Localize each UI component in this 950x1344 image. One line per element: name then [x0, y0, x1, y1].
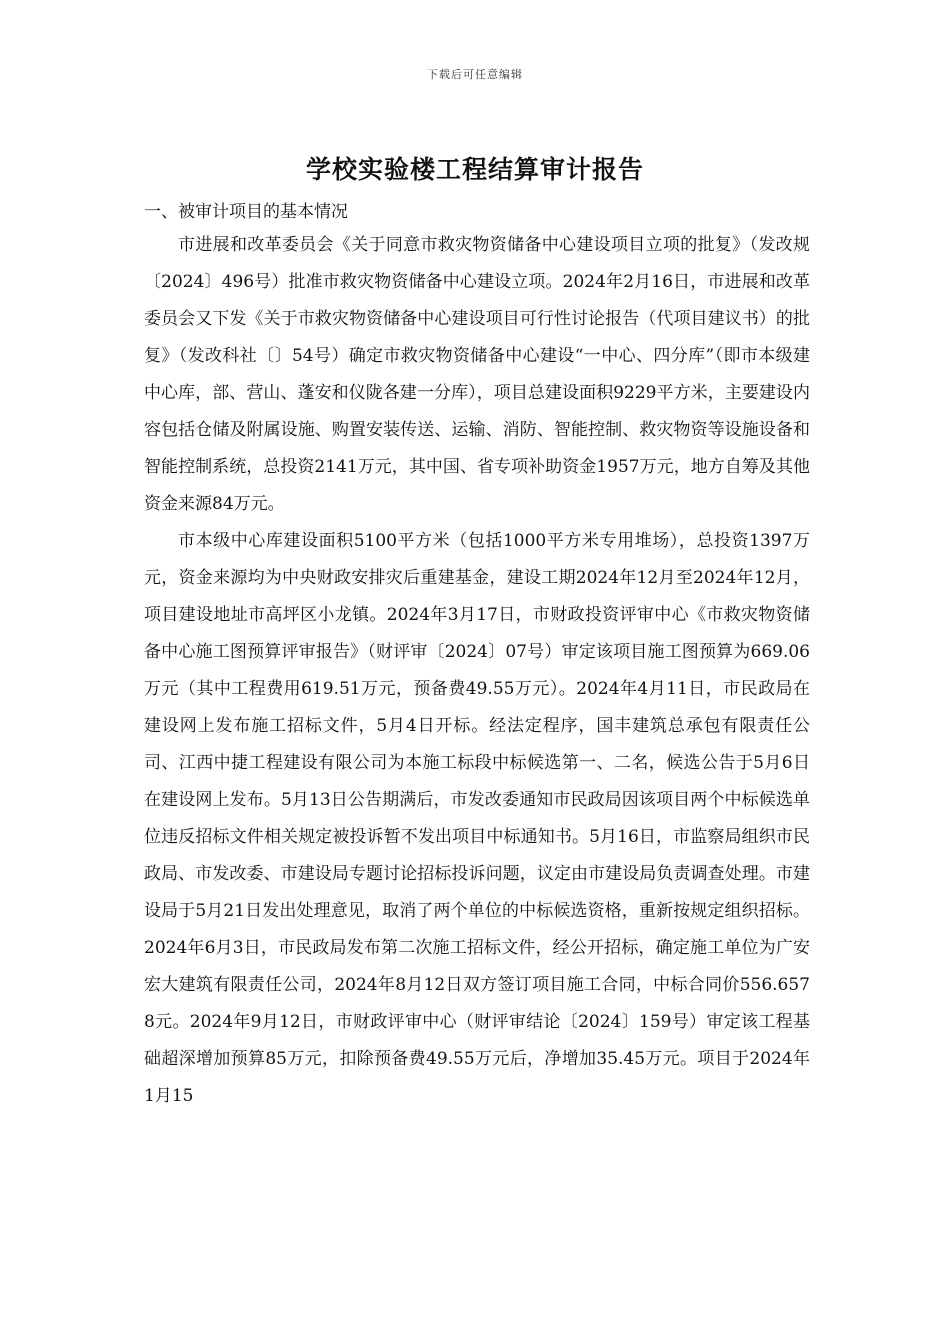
document-body	[144, 197, 810, 1115]
document-title: 学校实验楼工程结算审计报告	[305, 155, 644, 184]
header-note: 下载后可任意编辑	[427, 68, 523, 81]
section-heading: 一、被审计项目的基本情况	[144, 202, 348, 222]
paragraph-central-warehouse: 市本级中心库建设面积5100平方米（包括1000平方米专用堆场），总投资1397万元，资金来源均为中央财政安排灾后重建基金，建设工期2024年12月至2024年12月，项目建设地址市高坪区小龙镇。2024年3月17日，市财政投资评审中心《市救灾物资储备中心施工图预算评审报告》（财评审〔2024〕07号）审定该项目施工图预算为669.06万元（其中工程费用619.51万元，预备费49.55万元）。2024年4月11日，市民政局在建设网上发布施工招标文件，5月4日开标。经法定程序，国丰建筑总承包有限责任公司、江西中捷工程建设有限公司为本施工标段中标候选第一、二名，候选公告于5月6日在建设网上发布。5月13日公告期满后，市发改委通知市民政局因该项目两个中标候选单位违反招标文件相关规定被投诉暂不发出项目中标通知书。5月16日，市监察局组织市民政局、市发改委、市建设局专题讨论招标投诉问题，议定由市建设局负责调查处理。市建设局于5月21日发出处理意见，取消了两个单位的中标候选资格，重新按规定组织招标。2024年6月3日，市民政局发布第二次施工招标文件，经公开招标，确定施工单位为广安宏大建筑有限责任公司，2024年8月12日双方签订项目施工合同，中标合同价556.6578元。2024年9月12日，市财政评审中心（财评审结论〔2024〕159号）审定该工程基础超深增加预算85万元，扣除预备费49.55万元后，净增加35.45万元。项目于2024年1月15	[144, 531, 810, 1106]
paragraph-project-approval: 市进展和改革委员会《关于同意市救灾物资储备中心建设项目立项的批复》（发改规〔2024〕496号）批准市救灾物资储备中心建设立项。2024年2月16日，市进展和改革委员会又下发《关于市救灾物资储备中心建设项目可行性讨论报告（代项目建议书）的批复》（发改科社〔〕54号）确定市救灾物资储备中心建设“一中心、四分库”（即市本级建中心库，部、营山、蓬安和仪陇各建一分库），项目总建设面积9229平方米，主要建设内容包括仓储及附属设施、购置安装传送、运输、消防、智能控制、救灾物资等设施设备和智能控制系统，总投资2141万元，其中国、省专项补助资金1957万元，地方自筹及其他资金来源84万元。	[144, 235, 810, 514]
